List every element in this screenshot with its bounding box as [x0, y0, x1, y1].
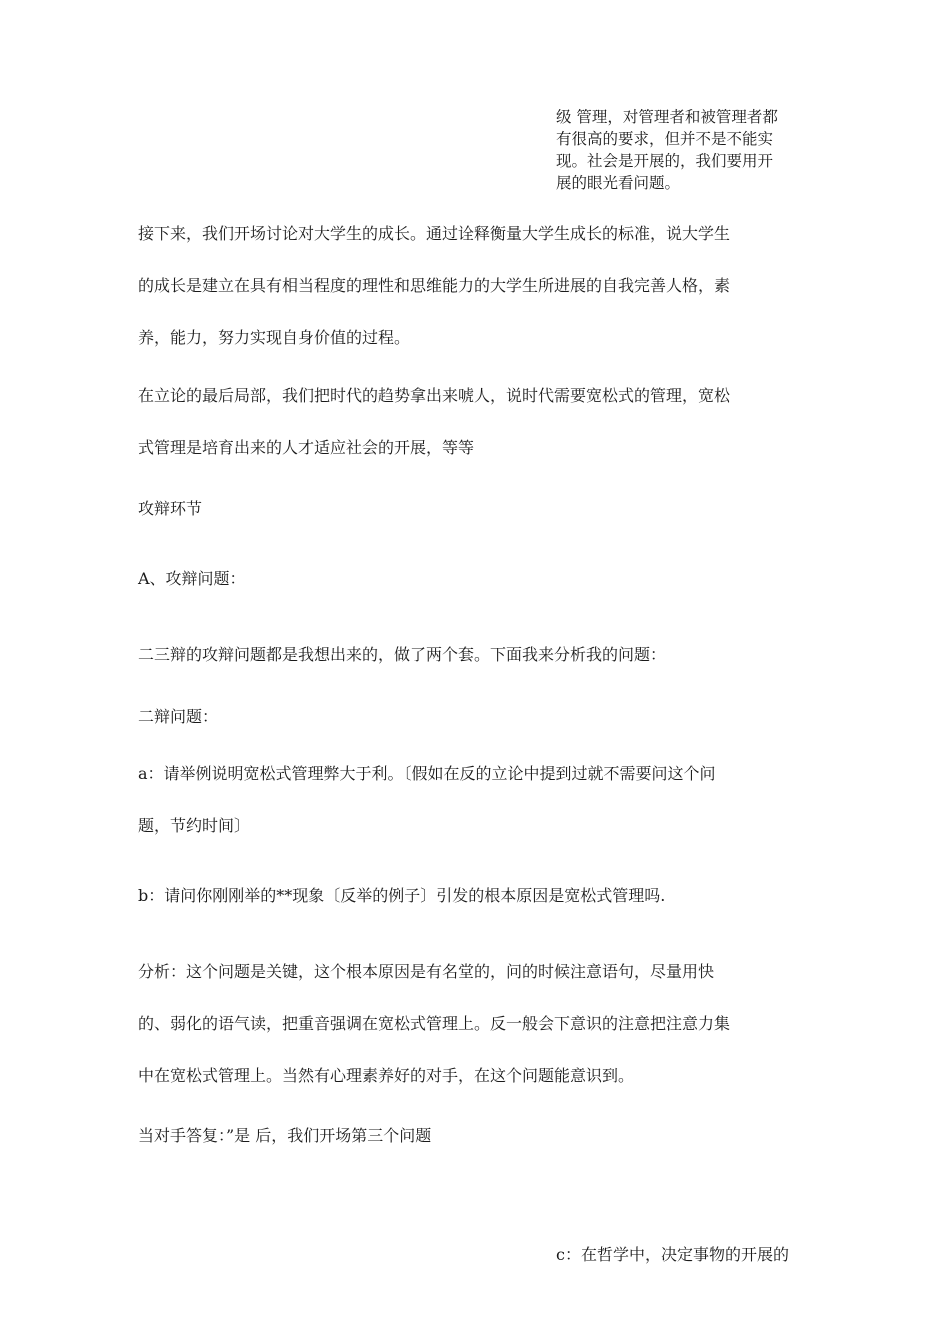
text-line: 展的眼光看问题。	[556, 174, 681, 192]
text-line: 题，节约时间〕	[138, 816, 251, 835]
text-line: 的成长是建立在具有相当程度的理性和思维能力的大学生所进展的自我完善人格，素	[138, 276, 731, 295]
text-line: 式管理是培育出来的人才适应社会的开展，等等	[138, 438, 475, 457]
question-a	[138, 748, 823, 852]
question-b: b：请问你刚刚举的**现象〔反举的例子〕引发的根本原因是宽松式管理吗.	[138, 886, 666, 905]
text-line: 中在宽松式管理上。当然有心理素养好的对手，在这个问题能意识到。	[138, 1066, 635, 1085]
reply-line: 当对手答复：”是 后，我们开场第三个问题	[138, 1126, 432, 1145]
top-right-text-block	[556, 106, 826, 194]
heading-second-debater: 二辩问题：	[138, 707, 219, 726]
intro-line: 二三辩的攻辩问题都是我想出来的，做了两个套。下面我来分析我的问题：	[138, 645, 667, 664]
text-line: 有很高的要求，但并不是不能实	[556, 130, 774, 148]
text-line: 的、弱化的语气读，把重音强调在宽松式管理上。反一般会下意识的注意把注意力集	[138, 1014, 731, 1033]
text-line: 接下来，我们开场讨论对大学生的成长。通过诠释衡量大学生成长的标准，说大学生	[138, 224, 731, 243]
heading-attack-section: 攻辩环节	[138, 499, 203, 518]
text-line: 养，能力，努力实现自身价值的过程。	[138, 328, 411, 347]
text-line: a：请举例说明宽松式管理弊大于利。〔假如在反的立论中提到过就不需要问这个问	[138, 764, 716, 783]
text-line: 现。社会是开展的，我们要用开	[556, 152, 774, 170]
question-c: c：在哲学中，决定事物的开展的	[556, 1245, 789, 1264]
analysis-paragraph	[138, 946, 823, 1102]
heading-attack-questions: A、攻辩问题：	[138, 569, 246, 588]
paragraph-era-trend	[138, 370, 823, 474]
text-line: 在立论的最后局部，我们把时代的趋势拿出来唬人，说时代需要宽松式的管理，宽松	[138, 386, 731, 405]
paragraph-student-growth	[138, 208, 823, 364]
text-line: 分析：这个问题是关键，这个根本原因是有名堂的，问的时候注意语句，尽量用快	[138, 962, 715, 981]
text-line: 级 管理，对管理者和被管理者都	[556, 108, 778, 126]
